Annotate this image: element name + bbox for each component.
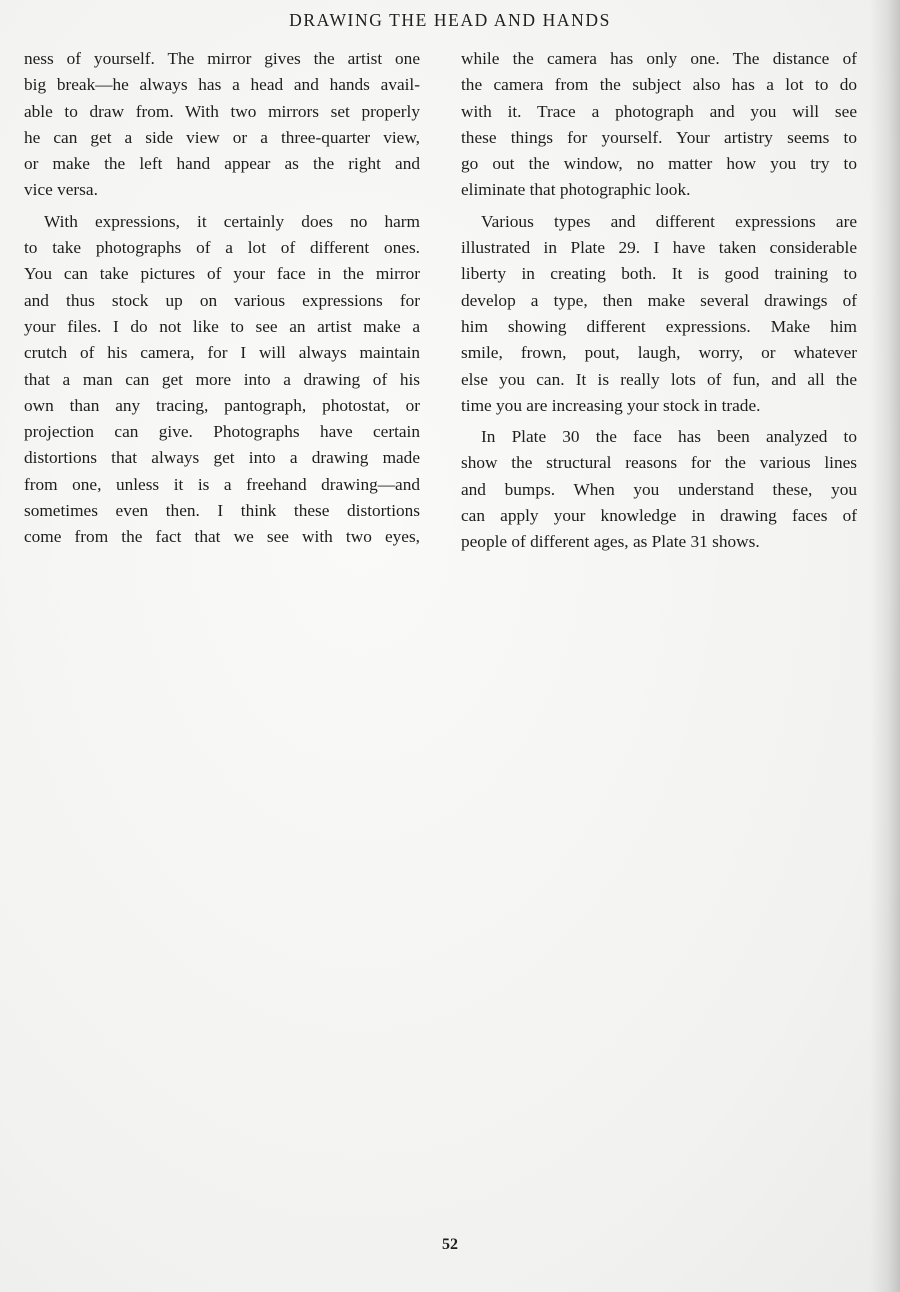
text-line: With expressions, it certainly does no harm	[44, 211, 420, 231]
text-line: vice versa.	[24, 180, 98, 200]
text-line: these things for yourself. Your artistry seems to	[461, 127, 857, 147]
text-line: big break—he always has a head and hands avail-	[24, 75, 420, 95]
page-number: 52	[442, 1236, 458, 1253]
text-line: develop a type, then make several drawings of	[461, 290, 857, 310]
text-line: come from the fact that we see with two eyes,	[24, 527, 420, 547]
text-line: or make the left hand appear as the right and	[24, 154, 420, 174]
left-column	[24, 46, 420, 556]
text-line: else you can. It is really lots of fun, and all the	[461, 369, 857, 389]
text-line: people of different ages, as Plate 31 shows.	[461, 532, 760, 552]
text-line: that a man can get more into a drawing of his	[24, 369, 420, 389]
text-line: sometimes even then. I think these distortions	[24, 501, 420, 521]
text-line: your files. I do not like to see an artist make a	[24, 316, 420, 336]
text-line: him showing different expressions. Make him	[461, 316, 857, 336]
text-line: smile, frown, pout, laugh, worry, or whatever	[461, 343, 857, 363]
right-paragraph-2	[461, 209, 857, 419]
text-line: time you are increasing your stock in trade.	[461, 395, 761, 415]
text-line: distortions that always get into a drawing made	[24, 448, 420, 468]
text-line: and thus stock up on various expressions for	[24, 290, 420, 310]
text-line: Various types and different expressions are	[481, 211, 857, 231]
text-line: the camera from the subject also has a lot to do	[461, 75, 857, 95]
text-line: to take photographs of a lot of different ones.	[24, 238, 420, 258]
right-column	[461, 46, 857, 561]
text-line: ness of yourself. The mirror gives the artist one	[24, 49, 420, 68]
left-paragraph-1	[24, 46, 420, 204]
text-line: and bumps. When you understand these, you	[461, 479, 857, 499]
text-line: go out the window, no matter how you try to	[461, 154, 857, 174]
text-line: You can take pictures of your face in the mirror	[24, 264, 420, 284]
text-line: can apply your knowledge in drawing faces of	[461, 506, 857, 526]
right-paragraph-1	[461, 46, 857, 204]
page-gutter-shadow	[870, 0, 900, 1292]
text-line: eliminate that photographic look.	[461, 180, 691, 200]
text-line: while the camera has only one. The distance of	[461, 49, 857, 68]
text-line: he can get a side view or a three-quarter view,	[24, 127, 420, 147]
text-line: liberty in creating both. It is good training to	[461, 264, 857, 284]
running-head: DRAWING THE HEAD AND HANDS	[289, 10, 611, 30]
text-line: own than any tracing, pantograph, photostat, or	[24, 395, 420, 415]
text-line: from one, unless it is a freehand drawing—and	[24, 474, 420, 494]
text-line: In Plate 30 the face has been analyzed to	[481, 427, 857, 447]
left-paragraph-2	[24, 209, 420, 551]
text-line: with it. Trace a photograph and you will see	[461, 101, 857, 121]
text-line: crutch of his camera, for I will always maintain	[24, 343, 420, 363]
right-paragraph-3	[461, 424, 857, 555]
text-line: projection can give. Photographs have certain	[24, 422, 420, 442]
text-line: show the structural reasons for the various lines	[461, 453, 857, 473]
text-line: able to draw from. With two mirrors set properly	[24, 101, 420, 121]
text-line: illustrated in Plate 29. I have taken considerable	[461, 238, 857, 258]
